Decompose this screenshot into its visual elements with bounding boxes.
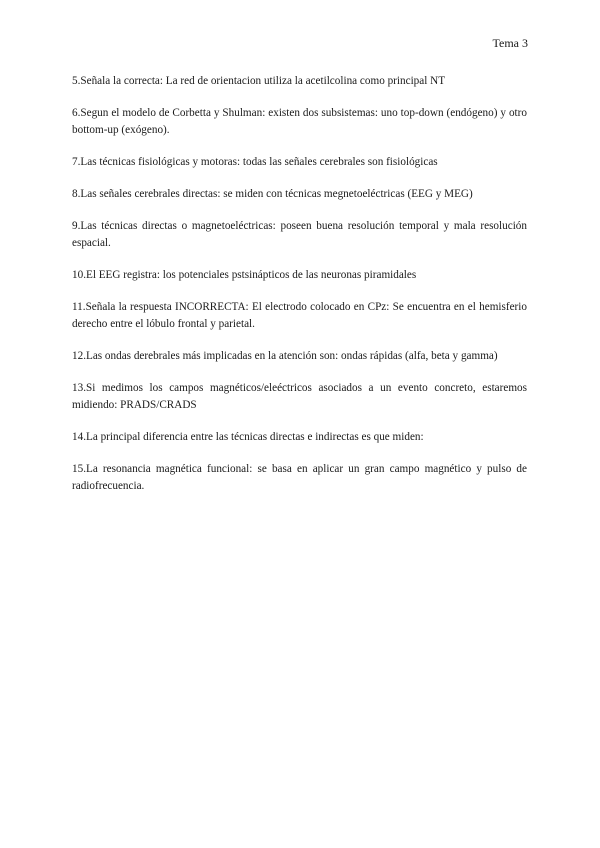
question-item-5: 5.Señala la correcta: La red de orientacion utiliza la acetilcolina como principal NT xyxy=(72,75,446,87)
page-header-label: Tema 3 xyxy=(492,36,528,50)
question-item-14: 14.La principal diferencia entre las técnicas directas e indirectas es que miden: xyxy=(72,431,424,443)
question-item-15: 15.La resonancia magnética funcional: se basa en aplicar un gran campo magnético y pulso de radiofrecuencia. xyxy=(72,463,527,492)
question-item-7: 7.Las técnicas fisiológicas y motoras: todas las señales cerebrales son fisiológicas xyxy=(72,156,438,168)
question-item-8: 8.Las señales cerebrales directas: se miden con técnicas megnetoeléctricas (EEG y MEG) xyxy=(72,188,473,200)
question-item-10: 10.El EEG registra: los potenciales pstsinápticos de las neuronas piramidales xyxy=(72,269,417,281)
question-list xyxy=(72,73,527,510)
question-item-9: 9.Las técnicas directas o magnetoeléctricas: poseen buena resolución temporal y mala resolución espacial. xyxy=(72,220,527,249)
question-item-11: 11.Señala la respuesta INCORRECTA: El electrodo colocado en CPz: Se encuentra en el hemisferio derecho entre el lóbulo frontal y parietal. xyxy=(72,301,527,330)
question-item-12: 12.Las ondas derebrales más implicadas en la atención son: ondas rápidas (alfa, beta y gamma) xyxy=(72,350,498,362)
question-item-13: 13.Si medimos los campos magnéticos/eleéctricos asociados a un evento concreto, estaremos midiendo: PRADS/CRADS xyxy=(72,382,527,411)
question-item-6: 6.Segun el modelo de Corbetta y Shulman: existen dos subsistemas: uno top-down (endógeno) y otro bottom-up (exógeno). xyxy=(72,107,527,136)
